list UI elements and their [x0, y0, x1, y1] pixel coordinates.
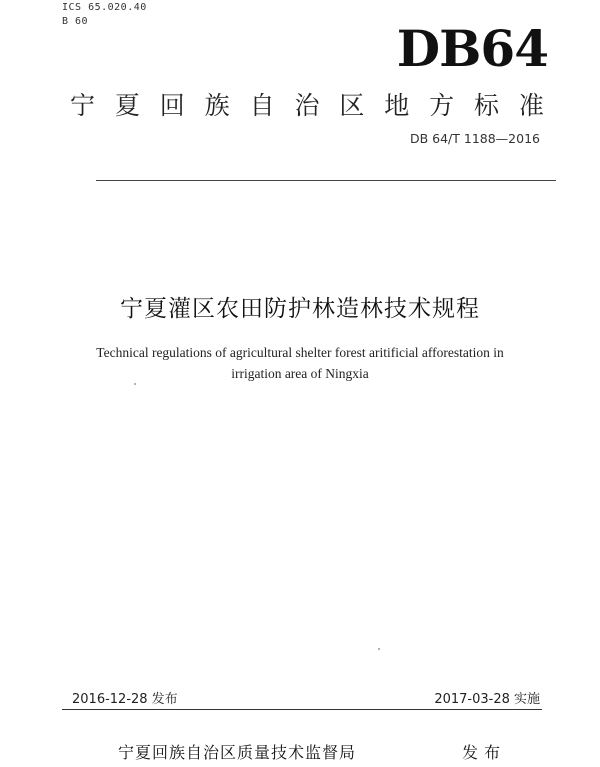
document-title-en-line2: irrigation area of Ningxia [231, 366, 369, 381]
header-divider [96, 180, 556, 181]
document-title-en-line1: Technical regulations of agricultural shelter forest aritificial afforestation in [96, 345, 504, 360]
standard-type-heading [70, 86, 544, 122]
standard-type-char: 宁 [70, 91, 96, 120]
footer-divider [62, 709, 542, 710]
issue-label: 发布 [462, 743, 507, 762]
standard-type-char: 标 [474, 91, 500, 120]
issue-date: 2016-12-28 发布 [72, 692, 178, 707]
standard-type-char: 地 [384, 91, 410, 120]
standard-type-char: 回 [159, 91, 185, 120]
standard-type-char: 准 [518, 91, 544, 120]
scan-speck [134, 383, 136, 385]
standard-type-char: 夏 [114, 91, 140, 120]
standard-type-char: 治 [294, 91, 320, 120]
issuing-authority: 宁夏回族自治区质量技术监督局 [118, 743, 357, 762]
standard-type-char: 区 [339, 91, 365, 120]
standard-logo: DB64 [396, 19, 548, 78]
standard-number: DB 64/T 1188—2016 [409, 131, 540, 146]
standard-type-char: 方 [429, 91, 455, 120]
ics-code: ICS 65.020.40 [62, 2, 147, 13]
scan-speck [378, 648, 380, 650]
standard-type-char: 族 [204, 91, 230, 120]
implementation-date: 2017-03-28 实施 [434, 692, 540, 707]
ccs-code: B 60 [62, 16, 89, 27]
standard-type-char: 自 [249, 91, 275, 120]
document-title-zh: 宁夏灌区农田防护林造林技术规程 [120, 296, 480, 322]
